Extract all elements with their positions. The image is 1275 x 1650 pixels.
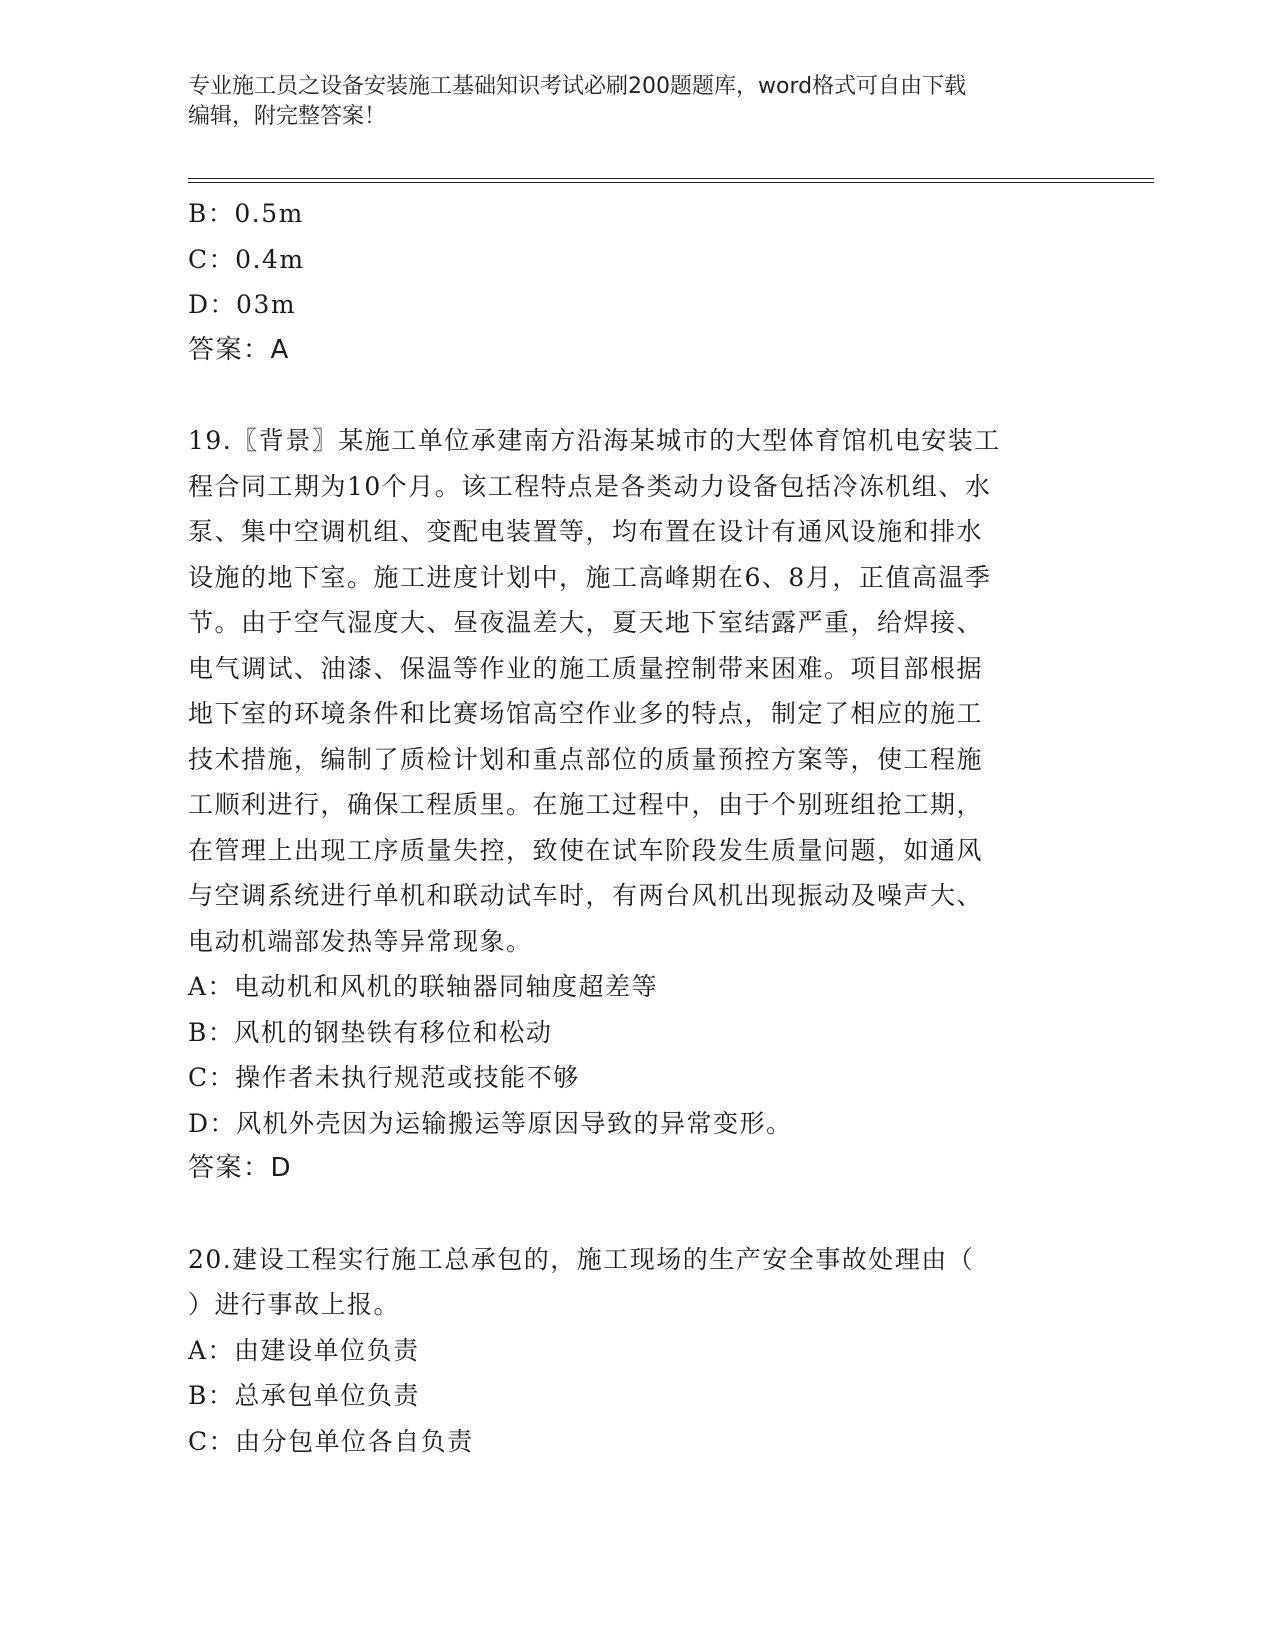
question-text-line: 节。由于空气湿度大、昼夜温差大，夏天地下室结露严重，给焊接、	[188, 608, 984, 637]
option-c: C：0.4m	[188, 244, 305, 274]
option-b: B：0.5m	[188, 199, 304, 228]
option-d: D：风机外壳因为运输搬运等原因导致的异常变形。	[188, 1108, 793, 1138]
question-text-line: 与空调系统进行单机和联动试车时，有两台风机出现振动及噪声大、	[188, 881, 984, 910]
option-a: A：电动机和风机的联轴器同轴度超差等	[188, 972, 659, 1001]
answer-line: 答案：A	[188, 334, 290, 365]
question-text-line: 程合同工期为10个月。该工程特点是各类动力设备包括冷冻机组、水	[188, 471, 992, 501]
spacer	[188, 373, 1078, 418]
question-text-line: 电动机端部发热等异常现象。	[188, 926, 533, 956]
question-text-line: 地下室的环境条件和比赛场馆高空作业多的特点，制定了相应的施工	[188, 699, 984, 728]
question-text-line: 在管理上出现工序质量失控，致使在试车阶段发生质量问题，如通风	[188, 835, 984, 865]
header-line-2: 编辑，附完整答案！	[188, 104, 387, 129]
question-19	[188, 418, 1078, 1192]
option-c: C：由分包单位各自负责	[188, 1426, 474, 1456]
question-text-line: ）进行事故上报。	[188, 1290, 401, 1319]
option-c: C：操作者未执行规范或技能不够	[188, 1063, 580, 1092]
question-text-line: 工顺利进行，确保工程质里。在施工过程中，由于个别班组抢工期，	[188, 790, 984, 819]
question-text-line: 泵、集中空调机组、变配电装置等，均布置在设计有通风设施和排水	[188, 517, 984, 546]
question-20	[188, 1237, 1078, 1465]
question-text-line: 技术措施，编制了质检计划和重点部位的质量预控方案等，使工程施	[188, 744, 984, 774]
question-text-line: 19.〖背景〗某施工单位承建南方沿海某城市的大型体育馆机电安装工	[188, 426, 1001, 455]
document-body	[188, 191, 1078, 1464]
answer-line: 答案：D	[188, 1153, 293, 1183]
header-line-1: 专业施工员之设备安装施工基础知识考试必刷200题题库，word格式可自由下载	[188, 74, 967, 99]
header-divider	[188, 178, 1154, 183]
question-text-line: 电气调试、油漆、保温等作业的施工质量控制带来困难。项目部根据	[188, 653, 984, 683]
option-b: B：风机的钢垫铁有移位和松动	[188, 1017, 553, 1047]
document-header	[188, 72, 1068, 132]
option-d: D：03m	[188, 290, 297, 319]
question-text-line: 设施的地下室。施工进度计划中，施工高峰期在6、8月，正值高温季	[188, 562, 992, 592]
question-18-tail	[188, 191, 1078, 373]
option-b: B：总承包单位负责	[188, 1381, 420, 1410]
question-text-line: 20.建设工程实行施工总承包的，施工现场的生产安全事故处理由（	[188, 1244, 975, 1274]
option-a: A：由建设单位负责	[188, 1335, 420, 1365]
spacer	[188, 1192, 1078, 1237]
